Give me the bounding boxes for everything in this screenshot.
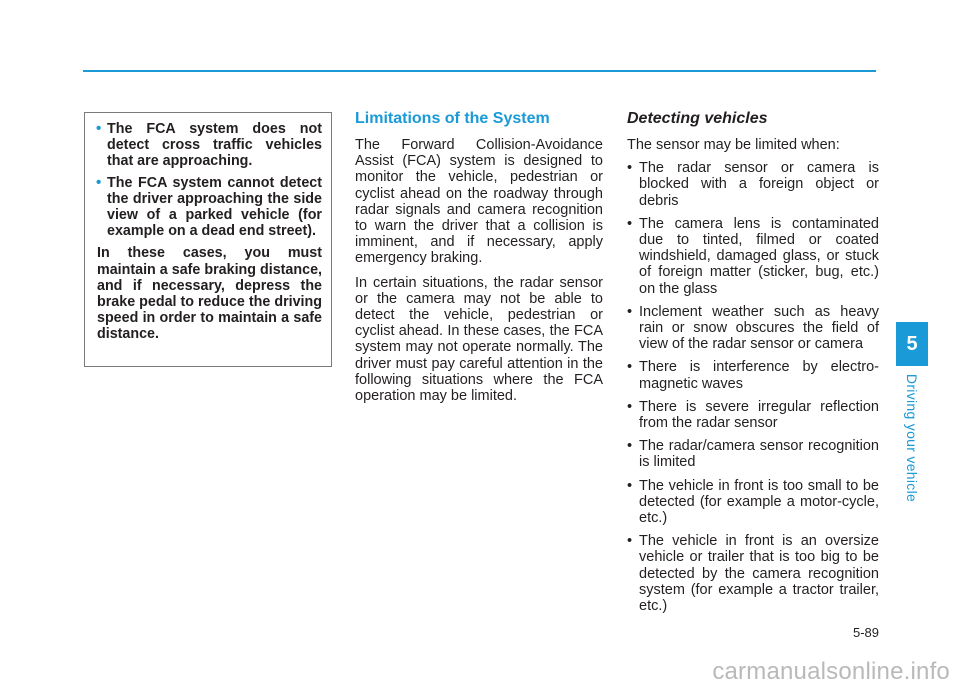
- list-item: [627, 533, 879, 614]
- note-box: [84, 112, 332, 367]
- note-item-text: The FCA system does not detect cross traffic vehicles that are approaching.: [107, 121, 322, 170]
- watermark: carmanualsonline.info: [712, 658, 950, 685]
- limitations-paragraph: In certain situations, the radar sensor or the camera may not be able to detect the vehicle, pedestrian or cyclist ahead. In these cases, the FCA system may not operate normally. The driver must pay careful attention in the following situations where the FCA operation may be limited.: [355, 274, 603, 405]
- bullet-icon: •: [627, 533, 633, 550]
- list-item-text: There is severe irregular reflection from the radar sensor: [639, 398, 879, 432]
- bullet-icon: •: [96, 120, 102, 137]
- chapter-label: Driving your vehicle: [904, 373, 920, 503]
- chapter-tab: 5: [896, 322, 928, 366]
- detecting-section: [627, 110, 879, 621]
- list-item-text: The vehicle in front is an oversize vehicle or trailer that is too big to be detected by the camera recognition system (for example a tractor trailer, etc.): [639, 533, 879, 615]
- note-item-text: The FCA system cannot detect the driver approaching the side view of a parked vehicle (for example on a dead end street).: [107, 174, 322, 240]
- note-item: [97, 175, 322, 240]
- list-item-text: There is interference by electro-magnetic waves: [639, 359, 879, 392]
- detecting-list: [627, 160, 879, 614]
- limitations-paragraph: The Forward Collision-Avoidance Assist (FCA) system is designed to monitor the vehicle, pedestrian or cyclist ahead on the roadway through radar signals and camera recognition to warn the driver that a collision is imminent, and if necessary, apply emergency braking.: [355, 137, 603, 267]
- detecting-intro: The sensor may be limited when:: [627, 137, 840, 153]
- list-item-text: The camera lens is contaminated due to tinted, filmed or coated windshield, damaged glass, or stuck of foreign matter (sticker, bug, etc.) on the glass: [639, 215, 879, 297]
- limitations-section: [355, 110, 603, 412]
- list-item-text: Inclement weather such as heavy rain or snow obscures the field of view of the radar sensor or camera: [639, 303, 879, 353]
- list-item: [627, 438, 879, 470]
- bullet-icon: •: [627, 398, 633, 415]
- bullet-icon: •: [627, 359, 633, 376]
- header-rule: [83, 70, 876, 72]
- detecting-title: Detecting vehicles: [627, 110, 768, 127]
- bullet-icon: •: [627, 477, 633, 494]
- list-item-text: The radar sensor or camera is blocked with a foreign object or debris: [639, 160, 879, 209]
- bullet-icon: •: [96, 173, 102, 191]
- page-number: 5-89: [852, 625, 879, 640]
- limitations-title: Limitations of the System: [355, 110, 550, 127]
- list-item: [627, 160, 879, 209]
- list-item-text: The radar/camera sensor recognition is limited: [639, 438, 879, 471]
- note-item: [97, 121, 322, 170]
- note-paragraph: In these cases, you must maintain a safe braking distance, and if necessary, depress the brake pedal to reduce the driving speed in order to maintain a safe distance.: [97, 245, 322, 343]
- list-item-text: The vehicle in front is too small to be detected (for example a motor-cycle, etc.): [639, 477, 879, 527]
- list-item: [627, 304, 879, 353]
- list-item: [627, 478, 879, 527]
- list-item: [627, 399, 879, 431]
- bullet-icon: •: [627, 438, 633, 455]
- note-list: [97, 121, 322, 239]
- list-item: [627, 216, 879, 297]
- bullet-icon: •: [627, 160, 633, 177]
- bullet-icon: •: [627, 303, 633, 320]
- bullet-icon: •: [627, 215, 633, 232]
- list-item: [627, 359, 879, 391]
